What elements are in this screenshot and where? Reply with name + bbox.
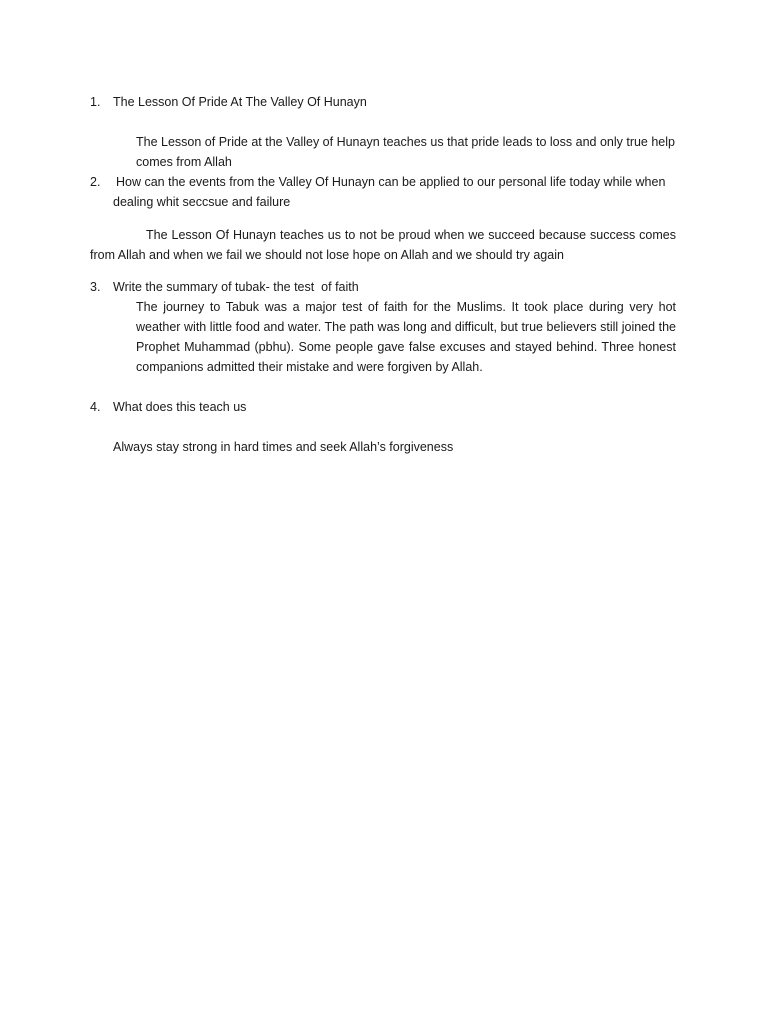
list-number-1: 1. — [90, 95, 101, 109]
question-4-heading: What does this teach us — [113, 400, 247, 414]
question-1-heading: The Lesson Of Pride At The Valley Of Hunayn — [113, 95, 367, 109]
question-2-heading: How can the events from the Valley Of Hunayn can be applied to our personal life today while when dealing whit seccsue and failure — [113, 175, 666, 209]
question-3-heading: Write the summary of tubak- the test of faith — [113, 280, 359, 294]
answer-4-text: Always stay strong in hard times and seek Allah’s forgiveness — [113, 440, 454, 454]
list-number-3: 3. — [90, 280, 101, 294]
list-number-4: 4. — [90, 400, 101, 414]
list-number-2: 2. — [90, 175, 101, 189]
answer-1-text: The Lesson of Pride at the Valley of Hunayn teaches us that pride leads to loss and only true help comes from Allah — [136, 135, 675, 169]
answer-2-text: The Lesson Of Hunayn teaches us to not be proud when we succeed because success comes from Allah and when we fail we should not lose hope on Allah and we should try again — [90, 228, 676, 262]
answer-3-text: The journey to Tabuk was a major test of faith for the Muslims. It took place during very hot weather with little food and water. The path was long and difficult, but true believers still joined the Prophet Muhammad (pbhu). Some people gave false excuses and stayed behind. Three honest companions admitted their mistake and were forgiven by Allah. — [136, 300, 676, 374]
